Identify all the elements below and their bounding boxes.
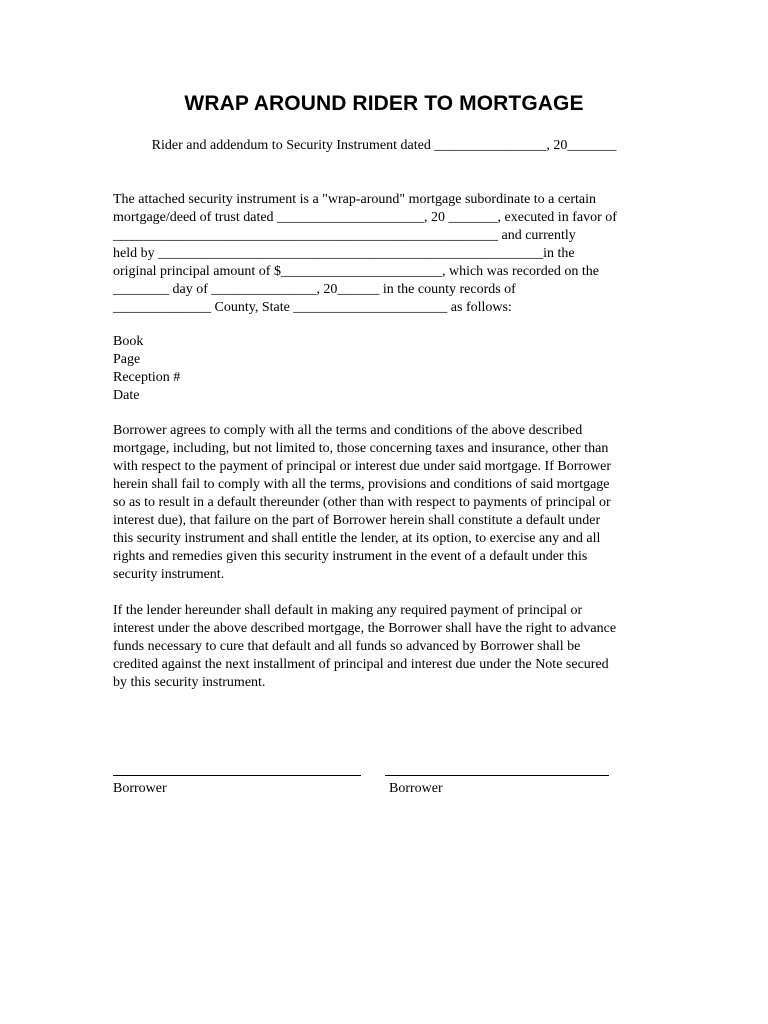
text-line: ______________ County, State ______________________ as follows: <box>113 300 512 315</box>
document-subtitle: Rider and addendum to Security Instrument dated ________________, 20_______ <box>151 138 617 153</box>
text-line: mortgage, including, but not limited to, those concerning taxes and insurance, other than <box>113 441 609 456</box>
list-item-page: Page <box>113 352 141 367</box>
text-line: interest under the above described mortgage, the Borrower shall have the right to advance <box>113 621 617 636</box>
text-line: The attached security instrument is a "wrap-around" mortgage subordinate to a certain <box>113 192 596 207</box>
document-title: WRAP AROUND RIDER TO MORTGAGE <box>184 92 584 115</box>
recording-info-list <box>113 333 180 405</box>
text-line: Borrower agrees to comply with all the terms and conditions of the above described <box>113 423 583 438</box>
text-line: funds necessary to cure that default and all funds so advanced by Borrower shall be <box>113 639 581 654</box>
signature-line-borrower-2 <box>385 775 609 776</box>
text-line: interest due), that failure on the part of Borrower herein shall constitute a default under <box>113 513 601 528</box>
text-line: mortgage/deed of trust dated _____________________, 20 _______, executed in favor of <box>113 210 617 225</box>
paragraph-wrap-around-terms <box>113 191 617 317</box>
signature-label-borrower-1: Borrower <box>113 781 167 796</box>
list-item-date: Date <box>113 388 140 403</box>
text-line: by this security instrument. <box>113 675 266 690</box>
text-line: rights and remedies given this security instrument in the event of a default under this <box>113 549 588 564</box>
text-line: security instrument. <box>113 567 225 582</box>
signature-label-borrower-2: Borrower <box>389 781 443 796</box>
text-line: with respect to the payment of principal or interest due under said mortgage. If Borrower <box>113 459 612 474</box>
paragraph-lender-default <box>113 602 616 692</box>
text-line: so as to result in a default thereunder (other than with respect to payments of principal or <box>113 495 611 510</box>
text-line: _______________________________________________________ and currently <box>113 228 576 243</box>
paragraph-borrower-compliance <box>113 422 611 584</box>
text-line: credited against the next installment of principal and interest due under the Note secured <box>113 657 609 672</box>
text-line: If the lender hereunder shall default in making any required payment of principal or <box>113 603 583 618</box>
text-line: this security instrument and shall entitle the lender, at its option, to exercise any and all <box>113 531 601 546</box>
text-line: ________ day of _______________, 20______ in the county records of <box>113 282 516 297</box>
signature-line-borrower-1 <box>113 775 361 776</box>
list-item-reception: Reception # <box>113 370 181 385</box>
text-line: herein shall fail to comply with all the terms, provisions and conditions of said mortgage <box>113 477 610 492</box>
text-line: held by _______________________________________________________in the <box>113 246 575 261</box>
text-line: original principal amount of $_______________________, which was recorded on the <box>113 264 600 279</box>
list-item-book: Book <box>113 334 144 349</box>
